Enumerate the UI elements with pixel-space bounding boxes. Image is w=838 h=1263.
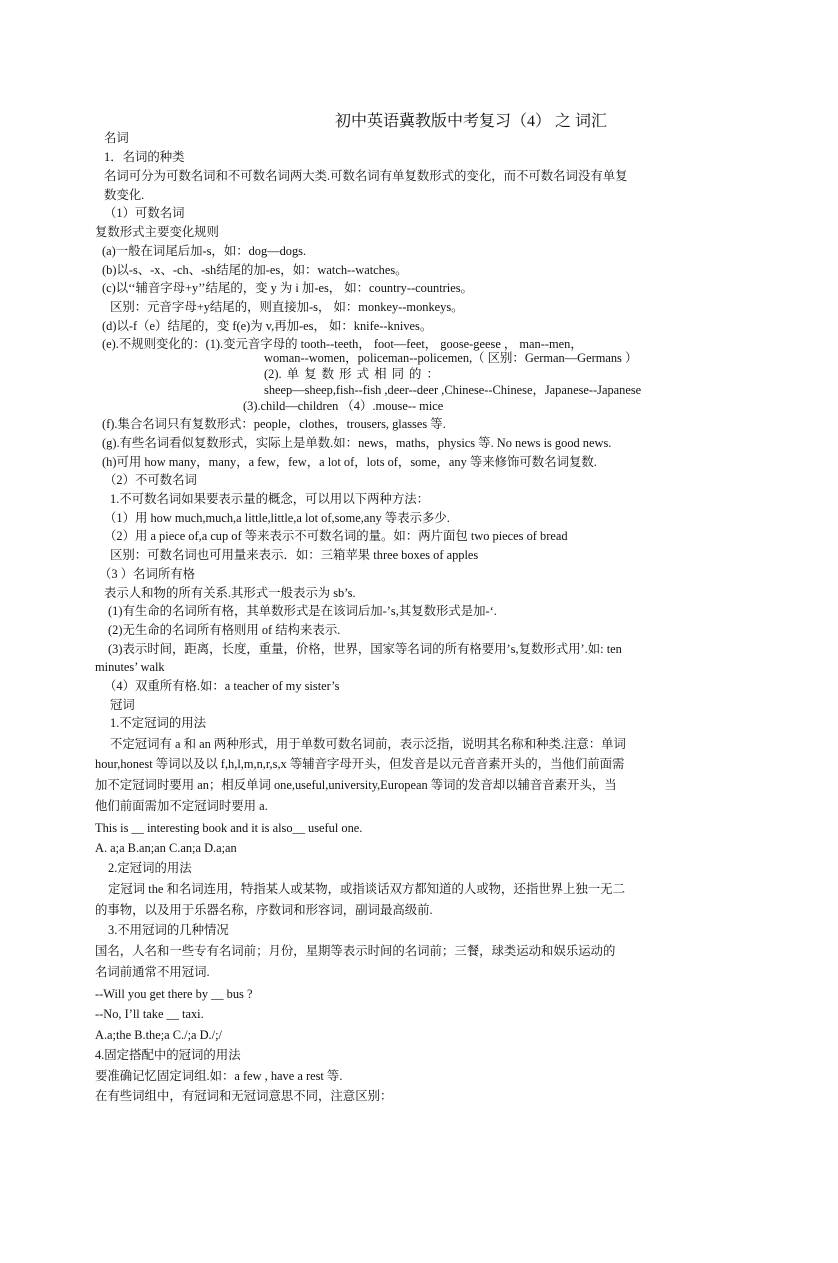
- paragraph-line: （2）用 a piece of,a cup of 等来表示不可数名词的量。如：两片面包 two pieces of bread: [104, 529, 568, 543]
- rule-line: (d)以-f（e）结尾的，变 f(e)为 v,再加-es， 如：knife--knives。: [102, 319, 433, 333]
- paragraph-line: 加不定冠词时要用 an；相反单词 one,useful,university,European 等词的发音却以辅音音素开头，当: [95, 778, 617, 792]
- document-title: 初中英语冀教版中考复习（4） 之 词汇: [335, 113, 608, 130]
- paragraph-line: 复数形式主要变化规则: [95, 225, 219, 239]
- paragraph-line: (2)无生命的名词所有格则用 of 结构来表示.: [108, 623, 341, 637]
- paragraph-line: 国名，人名和一些专有名词前；月份，星期等表示时间的名词前；三餐，球类运动和娱乐运动的: [95, 944, 616, 958]
- exercise-options: A. a;a B.an;an C.an;a D.a;an: [95, 841, 237, 855]
- rule-line: 区别：元音字母+y结尾的，则直接加-s， 如：monkey--monkeys。: [110, 300, 464, 314]
- section-no-article: 3.不用冠词的几种情况: [108, 923, 229, 937]
- rule-line: (3).child—children （4）.mouse-- mice: [243, 399, 444, 413]
- paragraph-line: 名词前通常不用冠词.: [95, 965, 210, 979]
- paragraph-line: (1)有生命的名词所有格，其单数形式是在该词后加-’s,其复数形式是加-‘.: [108, 604, 497, 618]
- subheading-countable: （1）可数名词: [104, 206, 185, 220]
- heading-noun: 名词: [104, 131, 129, 145]
- rule-line: (c)以‘‘辅音字母+y’’结尾的，变 y 为 i 加-es， 如：country--countries。: [102, 281, 473, 295]
- paragraph-line: 表示人和物的所有关系.其形式一般表示为 sb’s.: [104, 586, 356, 600]
- paragraph-line: 1.不可数名词如果要表示量的概念，可以用以下两种方法：: [110, 492, 430, 506]
- rule-line: (a)一般在词尾后加-s，如：dog—dogs.: [102, 244, 307, 258]
- subheading-uncountable: （2）不可数名词: [104, 473, 197, 487]
- rule-line: (2). 单 复 数 形 式 相 同 的 ：: [264, 367, 439, 381]
- paragraph-line: minutes’ walk: [95, 660, 165, 674]
- heading-article: 冠词: [110, 698, 135, 712]
- paragraph-line: 不定冠词有 a 和 an 两种形式，用于单数可数名词前，表示泛指，说明其名称和种类.注意：单词: [110, 737, 626, 751]
- paragraph-line: hour,honest 等词以及以 f,h,l,m,n,r,s,x 等辅音字母开头，但发音是以元音音素开头的，当他们前面需: [95, 757, 625, 771]
- paragraph-line: 在有些词组中，有冠词和无冠词意思不同，注意区别：: [95, 1089, 393, 1103]
- rule-line: woman--women，policeman--policemen,（ 区别：German—Germans ）: [264, 351, 638, 365]
- paragraph-line: 要准确记忆固定词组.如：a few , have a rest 等.: [95, 1069, 343, 1083]
- section-definite-article: 2.定冠词的用法: [108, 861, 192, 875]
- rule-line: sheep—sheep,fish--fish ,deer--deer ,Chinese--Chinese，Japanese--Japanese: [264, 383, 642, 397]
- paragraph-line: (3)表示时间，距离，长度，重量，价格，世界，国家等名词的所有格要用’s,复数形式用’.如: ten: [108, 642, 622, 656]
- exercise-options: A.a;the B.the;a C./;a D./;/: [95, 1028, 222, 1042]
- rule-line: (g).有些名词看似复数形式，实际上是单数.如：news，maths，physics 等. No news is good news.: [102, 436, 612, 450]
- subheading-possessive: （3 ）名词所有格: [99, 567, 196, 581]
- paragraph-line: 名词可分为可数名词和不可数名词两大类.可数名词有单复数形式的变化，而不可数名词没有单复: [104, 169, 628, 183]
- paragraph-line: 他们前面需加不定冠词时要用 a.: [95, 799, 268, 813]
- paragraph-line: 的事物，以及用于乐器名称，序数词和形容词，副词最高级前.: [95, 903, 433, 917]
- section-noun-types: 1．名词的种类: [104, 150, 185, 164]
- section-indefinite-article: 1.不定冠词的用法: [110, 716, 207, 730]
- rule-line: (h)可用 how many，many，a few，few，a lot of，lots of，some，any 等来修饰可数名词复数.: [102, 455, 597, 469]
- exercise-question: --Will you get there by __ bus ?: [95, 987, 253, 1001]
- section-fixed-phrases: 4.固定搭配中的冠词的用法: [95, 1048, 241, 1062]
- rule-line: (b)以-s、-x、-ch、-sh结尾的加-es，如：watch--watches。: [102, 263, 408, 277]
- exercise-question: This is __ interesting book and it is also__ useful one.: [95, 821, 363, 835]
- rule-line: (e).不规则变化的：(1).变元音字母的 tooth--teeth， foot—feet， goose-geese ， man--men，: [102, 337, 583, 351]
- paragraph-line: 定冠词 the 和名词连用，特指某人或某物，或指谈话双方都知道的人或物，还指世界上独一无二: [108, 882, 625, 896]
- paragraph-line: 区别：可数名词也可用量来表示．如：三箱苹果 three boxes of apples: [110, 548, 479, 562]
- rule-line: (f).集合名词只有复数形式：people，clothes，trousers, glasses 等.: [102, 417, 446, 431]
- paragraph-line: （1）用 how much,much,a little,little,a lot of,some,any 等表示多少.: [104, 511, 450, 525]
- exercise-question: --No, I’ll take __ taxi.: [95, 1007, 204, 1021]
- paragraph-line: 数变化.: [104, 188, 145, 202]
- paragraph-line: （4）双重所有格.如：a teacher of my sister’s: [104, 679, 340, 693]
